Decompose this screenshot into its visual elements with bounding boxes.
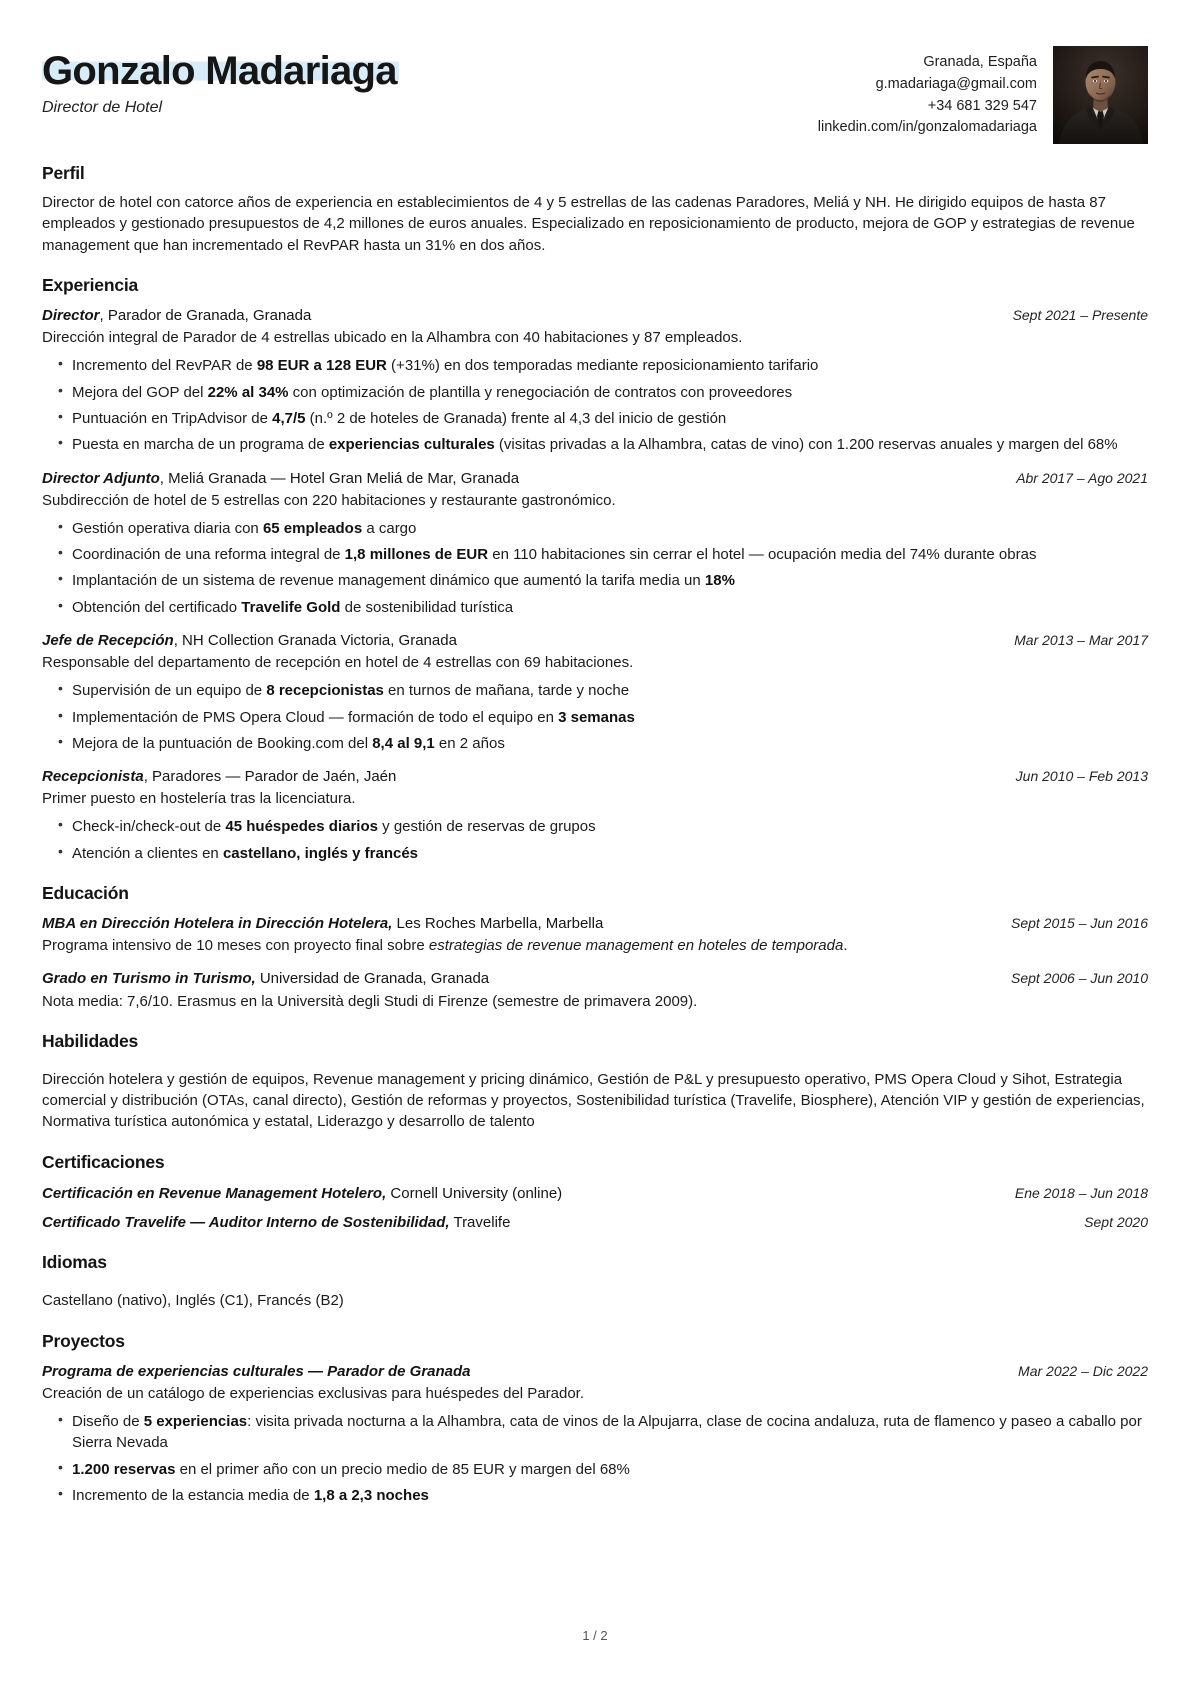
section-heading-habilidades: Habilidades: [42, 1029, 138, 1053]
section-heading-idiomas: Idiomas: [42, 1250, 107, 1274]
education-list: [42, 914, 1148, 1012]
entry-summary: Dirección integral de Parador de 4 estrellas ubicado en la Alhambra con 40 habitaciones y 87 empleados.: [42, 329, 743, 347]
entry-title: [42, 1362, 471, 1382]
entry-date: Sept 2021 – Presente: [1012, 307, 1148, 324]
entry-date: Jun 2010 – Feb 2013: [1015, 768, 1148, 785]
education-degree: MBA en Dirección Hotelera in Dirección Hotelera,: [42, 915, 393, 933]
contact-location: Granada, España: [923, 54, 1037, 70]
entry-bullets: [42, 1411, 1148, 1506]
resume-header: [42, 46, 1148, 144]
entry-header: [42, 969, 1148, 989]
entry-title: [42, 914, 603, 934]
entry-summary: Responsable del departamento de recepción en hotel de 4 estrellas con 69 habitaciones.: [42, 654, 634, 672]
contact-email[interactable]: g.madariaga@gmail.com: [875, 75, 1037, 92]
entry-bullets: [42, 816, 1148, 864]
list-item: • Puesta en marcha de un programa de experiencias culturales (visitas privadas a la Alhambra, catas de vino) con 1.200 reservas anuales y margen del 68%: [42, 434, 1148, 455]
entry-role: Recepcionista: [42, 768, 144, 786]
list-item: • Implementación de PMS Opera Cloud — formación de todo el equipo en 3 semanas: [42, 707, 1148, 728]
experience-entry: [42, 631, 1148, 754]
certifications-list: [42, 1184, 1148, 1234]
entry-title: [42, 469, 519, 489]
entry-date: Mar 2013 – Mar 2017: [1014, 632, 1148, 649]
entry-header: [42, 1213, 1148, 1233]
avatar: [1053, 46, 1148, 144]
section-experiencia: [42, 273, 1148, 864]
entry-title: [42, 767, 396, 787]
section-heading-perfil: Perfil: [42, 161, 85, 185]
list-item: • Incremento del RevPAR de 98 EUR a 128 EUR (+31%) en dos temporadas mediante reposicionamiento tarifario: [42, 355, 1148, 376]
habilidades-body: Dirección hotelera y gestión de equipos, Revenue management y pricing dinámico, Gestión de P&L y presupuesto operativo, PMS Opera Cloud y Sihot, Estrategia comercial y distribución (OTAs, canal directo), Gestión de reformas y proyectos, Sostenibilidad turística (Travelife, Biosphere), Atención VIP y gestión de experiencias, Normativa turística autonómica y estatal, Liderazgo y desarrollo de talento: [42, 1070, 1145, 1131]
entry-header: [42, 1362, 1148, 1382]
header-contact-block: [818, 46, 1148, 144]
entry-company: , NH Collection Granada Victoria, Granada: [173, 632, 457, 650]
section-certificaciones: [42, 1150, 1148, 1234]
entry-bullets: [42, 355, 1148, 455]
entry-role: Director Adjunto: [42, 469, 160, 487]
section-heading-educacion: Educación: [42, 881, 129, 905]
entry-header: [42, 767, 1148, 787]
entry-company: , Paradores — Parador de Jaén, Jaén: [143, 768, 397, 786]
experience-entry: [42, 469, 1148, 618]
entry-date: Sept 2020: [1084, 1214, 1148, 1231]
section-proyectos: [42, 1329, 1148, 1507]
certification-entry: [42, 1213, 1148, 1233]
list-item: • Check-in/check-out de 45 huéspedes diarios y gestión de reservas de grupos: [42, 816, 1148, 837]
section-educacion: [42, 881, 1148, 1012]
list-item: • Coordinación de una reforma integral de 1,8 millones de EUR en 110 habitaciones sin cerrar el hotel — ocupación media del 74% durante obras: [42, 544, 1148, 565]
entry-role: Director: [42, 307, 100, 325]
projects-list: [42, 1362, 1148, 1506]
experience-list: [42, 306, 1148, 864]
entry-summary: Subdirección de hotel de 5 estrellas con 220 habitaciones y restaurante gastronómico.: [42, 491, 616, 509]
list-item: • Mejora del GOP del 22% al 34% con optimización de plantilla y renegociación de contratos con proveedores: [42, 382, 1148, 403]
certification-name: Certificación en Revenue Management Hotelero,: [42, 1184, 387, 1202]
contact-details: [818, 46, 1037, 139]
certification-issuer: Travelife: [449, 1214, 511, 1232]
list-item: • Incremento de la estancia media de 1,8 a 2,3 noches: [42, 1485, 1148, 1506]
idiomas-body: Castellano (nativo), Inglés (C1), Francés (B2): [42, 1292, 344, 1310]
candidate-headline: Director de Hotel: [42, 99, 163, 117]
list-item: • Implantación de un sistema de revenue management dinámico que aumentó la tarifa media un 18%: [42, 570, 1148, 591]
education-entry: [42, 914, 1148, 956]
entry-header: [42, 914, 1148, 934]
experience-entry: [42, 767, 1148, 864]
entry-title: [42, 1184, 562, 1204]
perfil-body: Director de hotel con catorce años de experiencia en establecimientos de 4 y 5 estrellas de las cadenas Paradores, Meliá y NH. He dirigido equipos de hasta 87 empleados y gestionado presupuestos de 4,2 millones de euros anuales. Especializado en reposicionamiento de producto, mejora de GOP y estrategias de revenue management que han incrementado el RevPAR hasta un 31% en dos años.: [42, 194, 1135, 254]
list-item: • Diseño de 5 experiencias: visita privada nocturna a la Alhambra, cata de vinos de la Alpujarra, clase de cocina andaluza, ruta de flamenco y paseo a caballo por Sierra Nevada: [42, 1411, 1148, 1454]
header-identity: [42, 46, 399, 119]
entry-title: [42, 1213, 510, 1233]
education-entry: [42, 969, 1148, 1011]
education-detail: Nota media: 7,6/10. Erasmus en la Università degli Studi di Firenze (semestre de primavera 2009).: [42, 992, 698, 1010]
certification-entry: [42, 1184, 1148, 1204]
list-item: • Puntuación en TripAdvisor de 4,7/5 (n.º 2 de hoteles de Granada) frente al 4,3 del inicio de gestión: [42, 408, 1148, 429]
list-item: • 1.200 reservas en el primer año con un precio medio de 85 EUR y margen del 68%: [42, 1459, 1148, 1480]
entry-date: Sept 2006 – Jun 2010: [1010, 970, 1148, 987]
entry-title: [42, 969, 489, 989]
list-item: • Atención a clientes en castellano, inglés y francés: [42, 843, 1148, 864]
education-degree: Grado en Turismo in Turismo,: [42, 970, 256, 988]
entry-header: [42, 306, 1148, 326]
entry-title: [42, 306, 311, 326]
education-institution: Les Roches Marbella, Marbella: [392, 915, 604, 933]
page-title: [42, 50, 399, 93]
section-heading-proyectos: Proyectos: [42, 1329, 125, 1353]
section-heading-experiencia: Experiencia: [42, 273, 138, 297]
entry-role: Jefe de Recepción: [42, 632, 174, 650]
entry-header: [42, 469, 1148, 489]
entry-header: [42, 1184, 1148, 1204]
list-item: • Supervisión de un equipo de 8 recepcionistas en turnos de mañana, tarde y noche: [42, 680, 1148, 701]
section-habilidades: [42, 1029, 1148, 1133]
entry-bullets: [42, 680, 1148, 754]
section-idiomas: [42, 1250, 1148, 1311]
entry-company: , Parador de Granada, Granada: [99, 307, 312, 325]
education-institution: Universidad de Granada, Granada: [255, 970, 490, 988]
entry-date: Ene 2018 – Jun 2018: [1014, 1184, 1148, 1201]
section-perfil: [42, 161, 1148, 256]
experience-entry: [42, 306, 1148, 455]
entry-date: Sept 2015 – Jun 2016: [1010, 915, 1148, 932]
entry-summary: Primer puesto en hostelería tras la licenciatura.: [42, 790, 356, 808]
project-entry: [42, 1362, 1148, 1506]
list-item: • Mejora de la puntuación de Booking.com del 8,4 al 9,1 en 2 años: [42, 733, 1148, 754]
entry-company: , Meliá Granada — Hotel Gran Meliá de Mar, Granada: [159, 469, 520, 487]
entry-title: [42, 631, 457, 651]
candidate-name: Gonzalo Madariaga: [42, 49, 397, 93]
contact-phone[interactable]: +34 681 329 547: [927, 97, 1037, 114]
section-heading-certificaciones: Certificaciones: [42, 1150, 164, 1174]
education-detail: Programa intensivo de 10 meses con proyecto final sobre estrategias de revenue management en hoteles de temporada.: [42, 937, 848, 955]
project-name: Programa de experiencias culturales — Parador de Granada: [42, 1362, 471, 1380]
certification-name: Certificado Travelife — Auditor Interno de Sostenibilidad,: [42, 1214, 450, 1232]
contact-linkedin[interactable]: linkedin.com/in/gonzalomadariaga: [817, 119, 1037, 136]
list-item: • Gestión operativa diaria con 65 empleados a cargo: [42, 518, 1148, 539]
entry-date: Abr 2017 – Ago 2021: [1016, 469, 1148, 486]
page-indicator: 1 / 2: [582, 1628, 608, 1644]
page-footer: [0, 1627, 1190, 1645]
entry-date: Mar 2022 – Dic 2022: [1018, 1362, 1148, 1379]
entry-header: [42, 631, 1148, 651]
portrait-photo-icon: [1053, 46, 1148, 144]
list-item: • Obtención del certificado Travelife Gold de sostenibilidad turística: [42, 597, 1148, 618]
entry-bullets: [42, 518, 1148, 618]
project-summary: Creación de un catálogo de experiencias exclusivas para huéspedes del Parador.: [42, 1385, 585, 1403]
certification-issuer: Cornell University (online): [386, 1184, 563, 1202]
